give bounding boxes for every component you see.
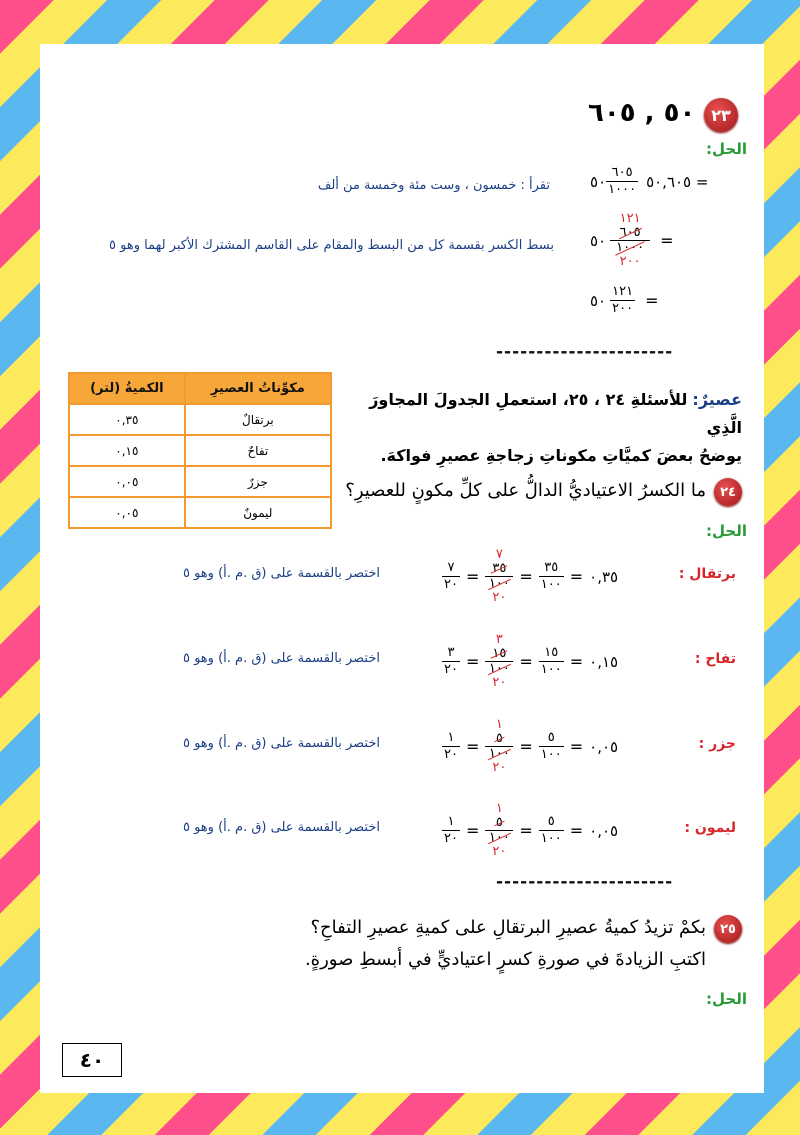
fraction-chain: $\frac{٧}{٢٠}$ = ٧ ٣٥ ١٠٠ ٢٠ = $\frac{٣٥}{١٠٠}$ = ٠,٣٥: [444, 547, 619, 605]
question-24-badge: ٢٤: [714, 478, 742, 506]
separator-2: ----------------------: [496, 872, 674, 892]
q25-solution-label: الحل:: [706, 990, 747, 1008]
juice-table: [68, 372, 332, 529]
simplify-note: اختصر بالقسمة على (ق .م .أ) وهو ٥: [182, 820, 380, 835]
separator-1: ----------------------: [496, 342, 674, 362]
col-ingredient: مكوِّناتُ العصيرِ: [185, 373, 331, 404]
q23-line2: ٥٠ ١٢١ ٦٠٥ ١٠٠٠ ٢٠٠ =: [590, 211, 674, 269]
simplify-note: اختصر بالقسمة على (ق .م .أ) وهو ٥: [182, 651, 380, 666]
question-23-badge: ٢٣: [704, 98, 738, 132]
simplify-note: اختصر بالقسمة على (ق .م .أ) وهو ٥: [182, 566, 380, 581]
simplify-note: اختصر بالقسمة على (ق .م .أ) وهو ٥: [182, 736, 380, 751]
q24-question: ما الكسرُ الاعتياديُّ الدالُّ على كلِّ مكونٍ للعصيرِ؟: [345, 480, 706, 501]
col-amount: الكميةُ (لتر): [69, 373, 185, 404]
q23-solution-label: الحل:: [706, 140, 747, 158]
ingredient-label: تفاح :: [694, 651, 736, 667]
q25-line1: بكمْ تزيدُ كميةُ عصيرِ البرتقالِ على كميةِ عصيرِ التفاحِ؟: [310, 917, 706, 938]
q23-line3: ٥٠ $\frac{١٢١}{٢٠٠}$ =: [590, 284, 659, 316]
table-row: جزرٌ ٠,٠٥: [69, 466, 331, 497]
question-25-badge: ٢٥: [714, 915, 742, 943]
q23-read-note: تقرأ : خمسون ، وست مئة وخمسة من ألف: [317, 178, 550, 193]
fraction-chain: $\frac{١}{٢٠}$ = ١ ٥ ١٠٠ ٢٠ = $\frac{٥}{١٠٠}$ = ٠,٠٥: [444, 801, 619, 859]
ingredient-label: ليمون :: [684, 820, 736, 836]
q23-line1: ٥٠ $\frac{٦٠٥}{١٠٠٠}$ ٥٠,٦٠٥ =: [590, 165, 709, 197]
q23-number: ٥٠ , ٦٠٥: [588, 98, 696, 128]
table-row: برتقالٌ ٠,٣٥: [69, 404, 331, 435]
page-number: ٤٠: [62, 1043, 122, 1077]
table-row: تفاحٌ ٠,١٥: [69, 435, 331, 466]
q25-question: [305, 912, 706, 976]
q24-solution-label: الحل:: [706, 522, 747, 540]
ingredient-label: برتقال :: [678, 566, 736, 582]
fraction-chain: $\frac{٣}{٢٠}$ = ٣ ١٥ ١٠٠ ٢٠ = $\frac{١٥}{١٠٠}$ = ٠,١٥: [444, 632, 619, 690]
q23-simplify-note: بسط الكسر بقسمة كل من البسط والمقام على القاسم المشترك الأكبر لهما وهو ٥: [109, 238, 554, 253]
table-row: ليمونٌ ٠,٠٥: [69, 497, 331, 528]
ingredient-label: جزر :: [698, 736, 736, 752]
q25-line2: اكتبِ الزيادةَ في صورةِ كسرٍ اعتياديٍّ في أبسطِ صورةٍ.: [304, 949, 706, 970]
juice-intro: عصيرٌ: للأسئلةِ ٢٤ ، ٢٥، استعملِ الجدولَ المجاورَ الَّذِي يوضحُ بعضَ كميَّاتِ مكوناتِ زجاجةِ عصيرِ فواكهَ.: [369, 390, 742, 465]
fraction-chain: $\frac{١}{٢٠}$ = ١ ٥ ١٠٠ ٢٠ = $\frac{٥}{١٠٠}$ = ٠,٠٥: [444, 717, 619, 775]
